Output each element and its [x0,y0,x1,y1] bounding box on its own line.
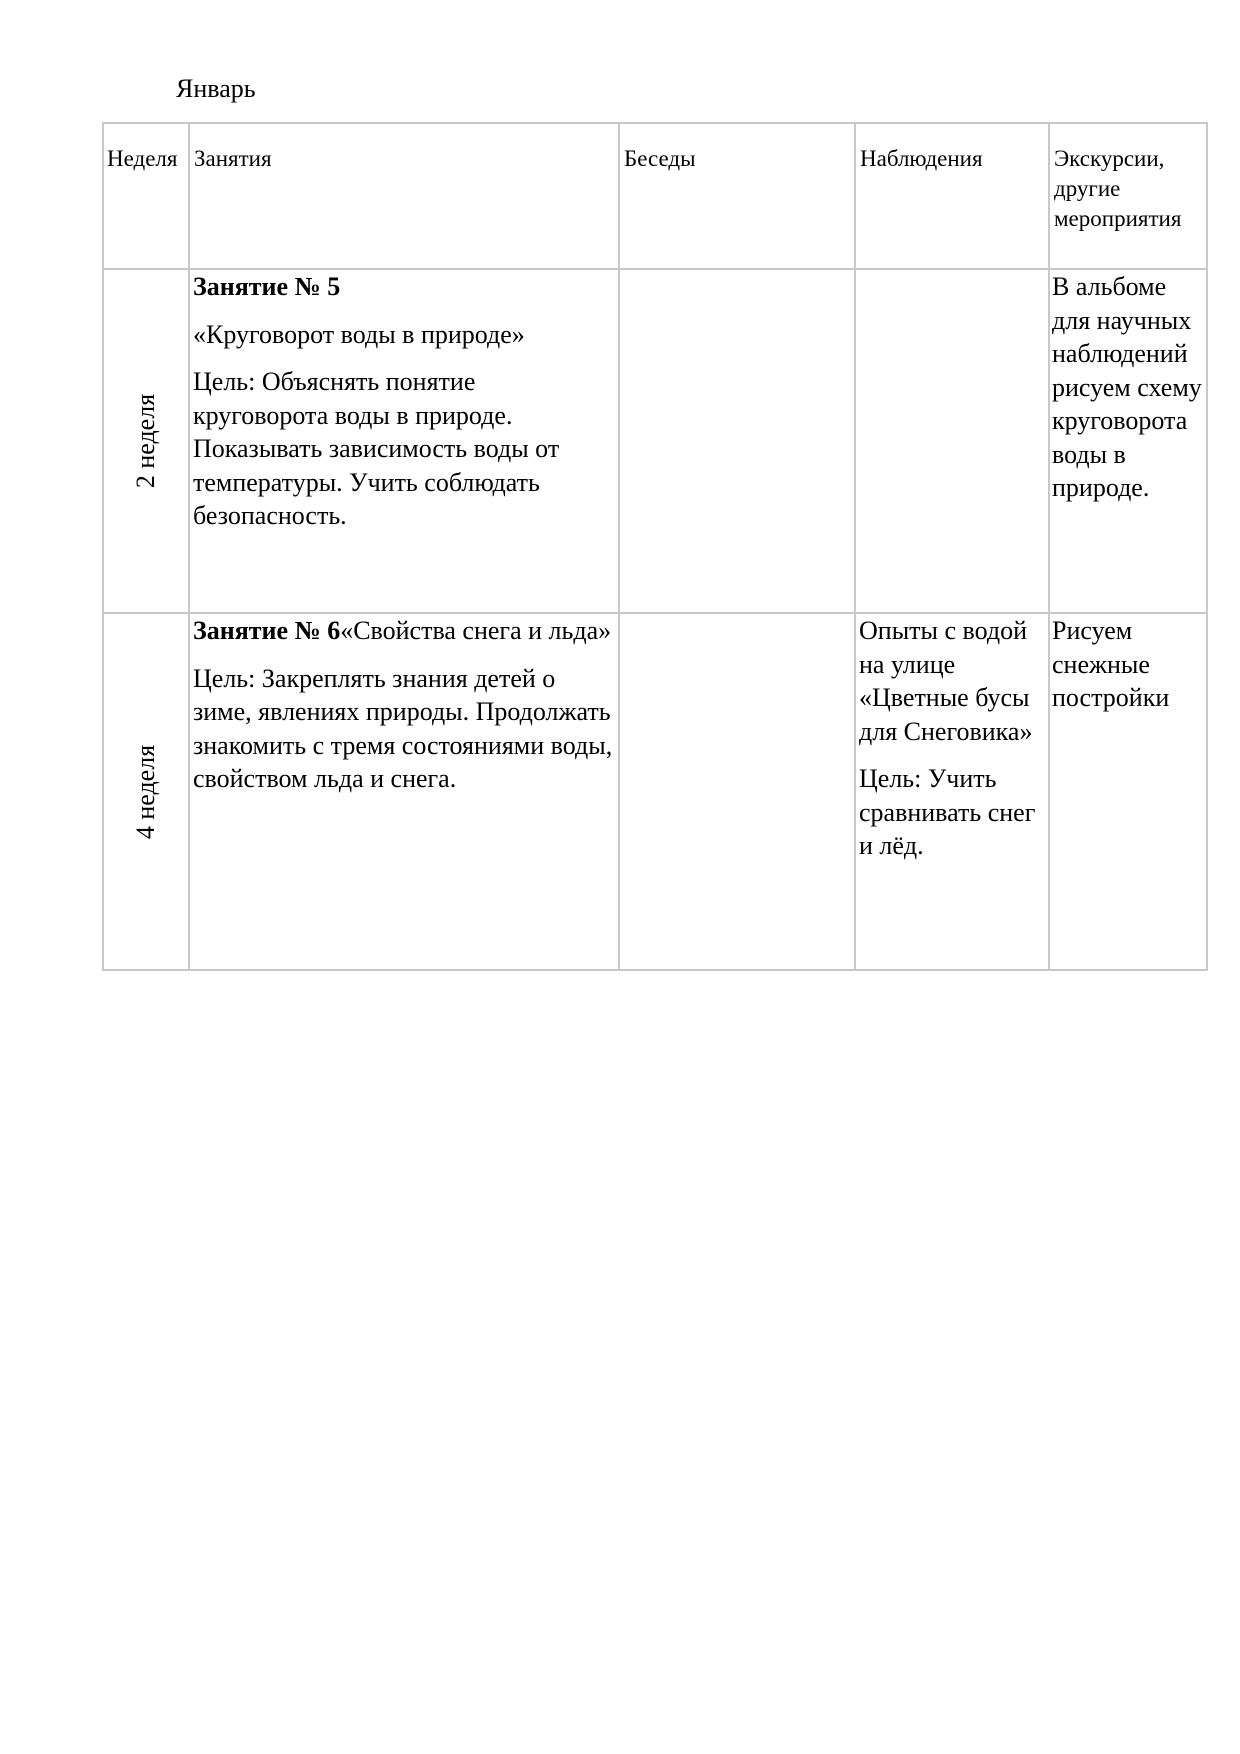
table-row [103,269,1207,613]
week-label: 4 неделя [131,744,160,839]
lesson-title: Занятие № 5 [193,272,341,301]
week-cell [103,613,189,970]
lesson-cell [189,269,619,613]
header-talks: Беседы [619,123,855,269]
header-excursions: Экскурсии, другие мероприятия [1049,123,1207,269]
lesson-cell [189,613,619,970]
observations-cell [855,613,1049,970]
observation-text: Опыты с водой на улице «Цветные бусы для Снеговика» [859,616,1033,746]
week-cell [103,269,189,613]
lesson-goal: Цель: Объяснять понятие круговорота воды в природе. Показывать зависимость воды от температуры. Учить соблюдать безопасность. [193,367,560,530]
excursions-cell: В альбоме для научных наблюдений рисуем схему круговорота воды в природе. [1049,269,1207,613]
header-lessons: Занятия [189,123,619,269]
lesson-title: Занятие № 6 [193,616,341,645]
lesson-topic: «Свойства снега и льда» [340,616,612,645]
observation-goal: Цель: Учить сравнивать снег и лёд. [859,764,1036,860]
lesson-goal: Цель: Закреплять знания детей о зиме, явлениях природы. Продолжать знакомить с тремя состояниями воды, свойством льда и снега. [193,663,613,793]
activity-plan-table [102,122,1208,971]
observations-cell [855,269,1049,613]
talks-cell [619,613,855,970]
page-title: Январь [176,74,256,103]
header-observations: Наблюдения [855,123,1049,269]
table-row [103,613,1207,970]
talks-cell [619,269,855,613]
lesson-topic: «Круговорот воды в природе» [193,319,525,349]
excursions-cell: Рисуем снежные постройки [1049,613,1207,970]
table-header-row [103,123,1207,269]
week-label: 2 неделя [131,393,160,489]
header-week: Неделя [103,123,189,269]
